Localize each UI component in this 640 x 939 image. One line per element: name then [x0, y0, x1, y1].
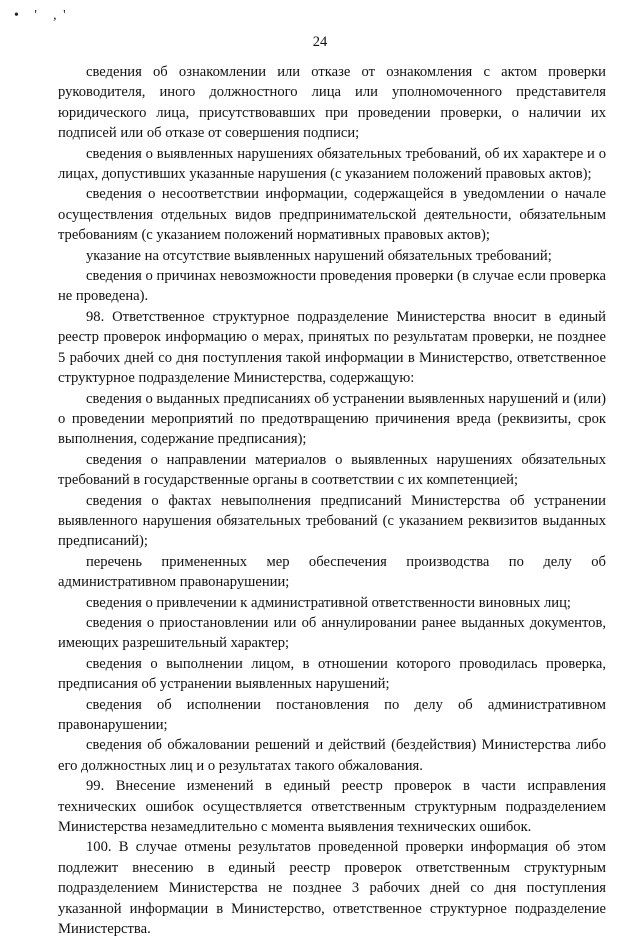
paragraph-permits-suspension: сведения о приостановлении или об аннулировании ранее выданных документов, имеющих разрешительный характер; [58, 614, 606, 652]
paragraph-resolution-execution: сведения об исполнении постановления по делу об административном правонарушении; [58, 696, 606, 733]
paragraph-no-violations: указание на отсутствие выявленных нарушений обязательных требований; [86, 247, 552, 264]
paragraph-violations: сведения о выявленных нарушениях обязательных требований, об их характере и о лицах, допустивших указанные нарушения (с указанием положений правовых актов); [58, 145, 606, 183]
paragraph-materials-sent: сведения о направлении материалов о выявленных нарушениях обязательных требований в государственные органы в соответствии с их компетенцией; [58, 451, 606, 489]
paragraph-clause-100: 100. В случае отмены результатов проведенной проверки информация об этом подлежит внесению в единый реестр проверок ответственным структурным подразделением Министерства не позднее 3 рабочих дней со дня поступления указанной информации в Министерство, ответственное структурное подразделение Министерства. [58, 839, 606, 938]
paragraph-enforcement-measures: перечень примененных мер обеспечения производства по делу об административном правонарушении; [58, 553, 606, 591]
paragraph-acknowledgement: сведения об ознакомлении или отказе от ознакомления с актом проверки руководителя, иного должностного лица или уполномоченного представителя юридического лица, присутствовавших при проведении проверки, о наличии их подписей или об отказе от совершения подписи; [58, 64, 606, 142]
paragraph-inspection-impossible: сведения о причинах невозможности проведения проверки (в случае если проверка не проведена). [58, 268, 606, 305]
paragraph-appeals: сведения об обжаловании решений и действий (бездействия) Министерства либо его должностных лиц и о результатах такого обжалования. [58, 737, 606, 774]
paragraph-clause-98: 98. Ответственное структурное подразделение Министерства вносит в единый реестр проверок информацию о мерах, принятых по результатам проверки, не позднее 5 рабочих дней со дня поступления такой информации в Министерство, ответственное структурное подразделение Министерства, содержащую: [58, 308, 606, 387]
paragraph-issued-orders: сведения о выданных предписаниях об устранении выявленных нарушений и (или) о проведении мероприятий по предотвращению причинения вреда (реквизиты, срок выполнения, содержание предписания); [58, 390, 606, 448]
page-number: 24 [312, 34, 328, 50]
paragraph-clause-99: 99. Внесение изменений в единый реестр проверок в части исправления технических ошибок осуществляется ответственным структурным подразделением Министерства незамедлительно с момента выявления технических ошибок. [58, 778, 606, 836]
document-body [58, 62, 606, 939]
paragraph-order-fulfilment: сведения о выполнении лицом, в отношении которого проводилась проверка, предписания об устранении выявленных нарушений; [58, 655, 606, 693]
scan-artifact-marks: • ' ‚' [14, 8, 72, 23]
paragraph-administrative-liability: сведения о привлечении к административной ответственности виновных лиц; [86, 594, 571, 611]
paragraph-orders-not-fulfilled: сведения о фактах невыполнения предписаний Министерства об устранении выявленного нарушения обязательных требований (с указанием реквизитов выданных предписаний); [58, 492, 606, 550]
paragraph-notification-mismatch: сведения о несоответствии информации, содержащейся в уведомлении о начале осуществления отдельных видов предпринимательской деятельности, обязательным требованиям (с указанием положений нормативных правовых актов); [58, 186, 606, 244]
